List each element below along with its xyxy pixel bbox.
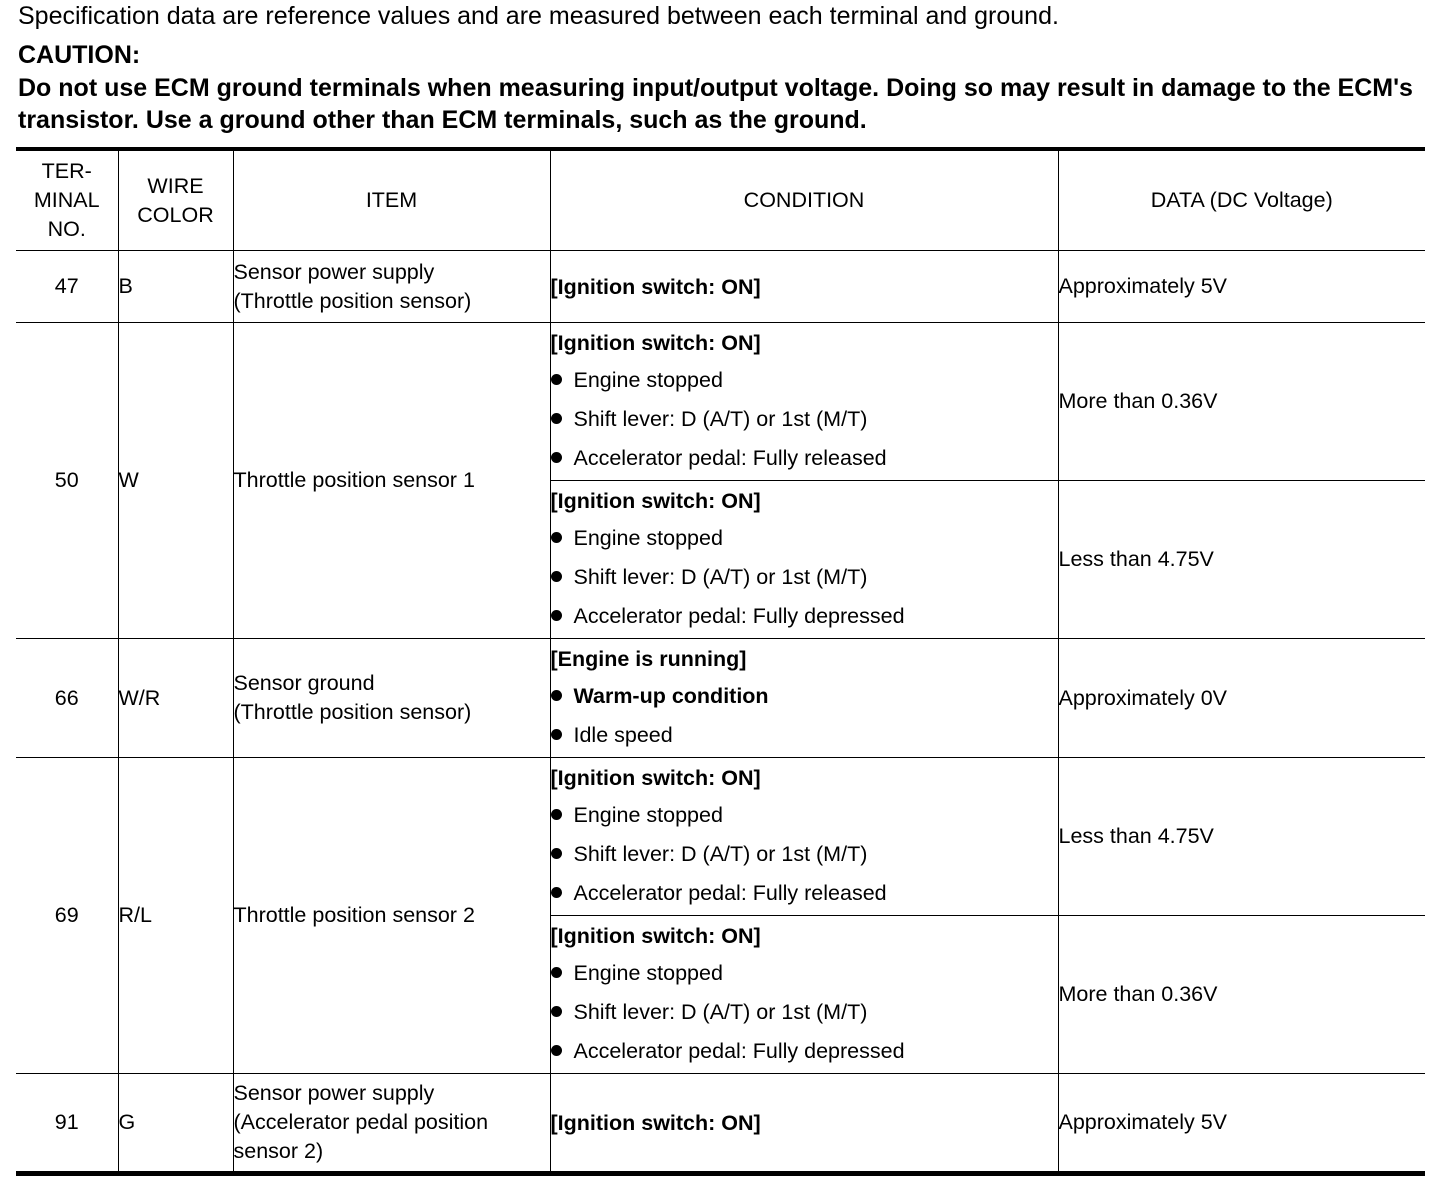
condition	[550, 916, 1058, 1074]
condition	[550, 323, 1058, 481]
item: Sensor power supply (Throttle position sensor)	[233, 251, 550, 323]
data-value: Less than 4.75V	[1058, 758, 1425, 916]
bullet-icon	[551, 967, 562, 978]
table-row	[16, 639, 1425, 758]
data-value: Approximately 5V	[1058, 251, 1425, 323]
condition-bullet: Shift lever: D (A/T) or 1st (M/T)	[551, 835, 1058, 874]
wire-color: W/R	[118, 639, 233, 758]
caution-text: Do not use ECM ground terminals when measuring input/output voltage. Doing so may result in damage to the ECM's transistor. Use a ground other than ECM terminals, such as the ground.	[18, 74, 1413, 134]
bullet-icon	[551, 610, 562, 621]
condition	[550, 639, 1058, 758]
table-row	[16, 251, 1425, 323]
condition-bullet: Shift lever: D (A/T) or 1st (M/T)	[551, 558, 1058, 597]
header-item: ITEM	[233, 149, 550, 251]
bullet-icon	[551, 1006, 562, 1017]
bullet-icon	[551, 690, 562, 701]
caution-heading: CAUTION:	[18, 41, 141, 69]
bullet-icon	[551, 452, 562, 463]
item: Sensor ground (Throttle position sensor)	[233, 639, 550, 758]
data-value: Approximately 0V	[1058, 639, 1425, 758]
terminal-no: 50	[16, 323, 118, 639]
bullet-icon	[551, 1045, 562, 1056]
item: Throttle position sensor 2	[233, 758, 550, 1074]
condition-bullet: Shift lever: D (A/T) or 1st (M/T)	[551, 993, 1058, 1032]
condition-bullet: Engine stopped	[551, 361, 1058, 400]
bullet-icon	[551, 532, 562, 543]
table-header-row	[16, 149, 1425, 251]
bullet-icon	[551, 809, 562, 820]
condition-bullet: Accelerator pedal: Fully released	[551, 439, 1058, 478]
condition-bullet: Accelerator pedal: Fully depressed	[551, 1032, 1058, 1071]
header-condition: CONDITION	[550, 149, 1058, 251]
table-row	[16, 1074, 1425, 1174]
bullet-icon	[551, 729, 562, 740]
header-wire-color: WIRE COLOR	[118, 149, 233, 251]
condition	[550, 1074, 1058, 1174]
condition-heading: [Ignition switch: ON]	[550, 274, 761, 299]
bullet-icon	[551, 374, 562, 385]
header-terminal-no: TER- MINAL NO.	[16, 149, 118, 251]
condition-bullet: Shift lever: D (A/T) or 1st (M/T)	[551, 400, 1058, 439]
condition	[550, 251, 1058, 323]
condition-bullet: Accelerator pedal: Fully depressed	[551, 597, 1058, 636]
condition-heading: [Ignition switch: ON]	[550, 766, 761, 790]
condition-heading: [Ignition switch: ON]	[550, 489, 761, 513]
bullet-icon	[551, 571, 562, 582]
condition-bullet: Warm-up condition	[551, 677, 1058, 716]
table-row	[16, 323, 1425, 481]
wire-color: B	[118, 251, 233, 323]
condition	[550, 481, 1058, 639]
bullet-icon	[551, 848, 562, 859]
item: Throttle position sensor 1	[233, 323, 550, 639]
terminal-no: 66	[16, 639, 118, 758]
condition-bullet: Engine stopped	[551, 519, 1058, 558]
data-value: Approximately 5V	[1058, 1074, 1425, 1174]
terminal-no: 69	[16, 758, 118, 1074]
terminal-no: 91	[16, 1074, 118, 1174]
condition-bullet: Engine stopped	[551, 954, 1058, 993]
condition-bullet: Accelerator pedal: Fully released	[551, 874, 1058, 913]
terminal-spec-table	[16, 147, 1425, 1176]
data-value: More than 0.36V	[1058, 323, 1425, 481]
data-value: More than 0.36V	[1058, 916, 1425, 1074]
condition-heading: [Ignition switch: ON]	[550, 924, 761, 948]
condition-bullet: Engine stopped	[551, 796, 1058, 835]
condition-bullet: Idle speed	[551, 716, 1058, 755]
data-value: Less than 4.75V	[1058, 481, 1425, 639]
condition-heading: [Ignition switch: ON]	[550, 1110, 761, 1135]
intro-text: Specification data are reference values and are measured between each terminal and ground.	[18, 2, 1059, 30]
condition-heading: [Engine is running]	[550, 647, 747, 671]
bullet-icon	[551, 887, 562, 898]
header-data: DATA (DC Voltage)	[1058, 149, 1425, 251]
wire-color: G	[118, 1074, 233, 1174]
condition-heading: [Ignition switch: ON]	[550, 331, 761, 355]
terminal-no: 47	[16, 251, 118, 323]
table-row	[16, 758, 1425, 916]
wire-color: W	[118, 323, 233, 639]
bullet-icon	[551, 413, 562, 424]
condition	[550, 758, 1058, 916]
item: Sensor power supply (Accelerator pedal position sensor 2)	[233, 1074, 550, 1174]
wire-color: R/L	[118, 758, 233, 1074]
